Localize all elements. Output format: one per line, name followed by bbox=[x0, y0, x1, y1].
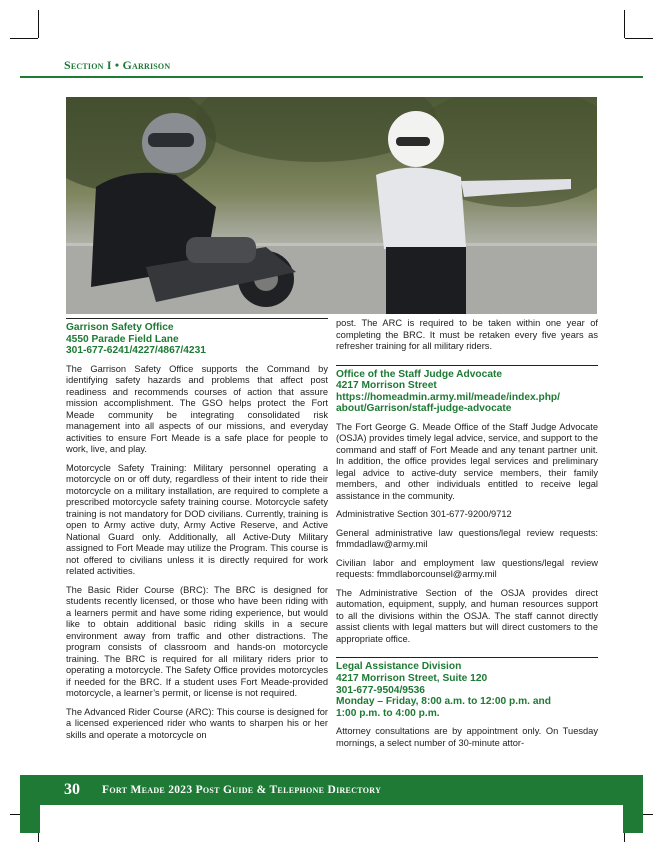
heading-phone: 301-677-6241/4227/4867/4231 bbox=[66, 345, 206, 357]
paragraph: The Administrative Section of the OSJA provides direct automation, equipment, supply, and human resources support to all the divisions within the OSJA. The staff cannot directly assist clients with legal matters but will direct customers to the appropriate office. bbox=[336, 587, 598, 644]
heading-url[interactable]: https://homeadmin.army.mil/meade/index.php/ bbox=[336, 391, 560, 403]
crop-mark bbox=[625, 38, 653, 39]
crop-mark bbox=[624, 10, 625, 38]
heading-phone: 301-677-9504/9536 bbox=[336, 684, 425, 696]
photo-illustration bbox=[66, 97, 597, 314]
heading-hours: 1:00 p.m. to 4:00 p.m. bbox=[336, 707, 440, 719]
paragraph: Motorcycle Safety Training: Military personnel operating a motorcycle on or off duty, regardless of their intent to ride their motorcycle on a military installation, are required to complete a prescribed motorcycle safety training course. Motorcycle safety training is not mandatory for DOD civilians. Currently, training is open to Army active duty, Army Active Reserve, and Active National Guard only. Additionally, all Active-Duty Military assigned to Fort Meade may utilize the Program. This course is not offered to civilians unless it is directly required for work related activities. bbox=[66, 462, 328, 577]
motorcycle-training-photo bbox=[66, 97, 597, 314]
page-number: 30 bbox=[64, 781, 80, 798]
right-column bbox=[336, 318, 598, 756]
footer-tab bbox=[20, 805, 40, 833]
left-column bbox=[66, 318, 328, 748]
heading-address: 4217 Morrison Street, Suite 120 bbox=[336, 672, 488, 684]
section-header: Section I • Garrison bbox=[64, 58, 171, 72]
heading-title: Office of the Staff Judge Advocate bbox=[336, 368, 503, 380]
paragraph: Administrative Section 301-677-9200/9712 bbox=[336, 509, 512, 520]
paragraph: Attorney consultations are by appointment only. On Tuesday mornings, a select number of 30-minute attor- bbox=[336, 726, 598, 748]
footer-tab bbox=[623, 805, 643, 833]
staff-judge-advocate-heading bbox=[336, 365, 598, 415]
paragraph: Civilian labor and employment law questions/legal review requests: fmmdlaborcounsel@army.mil bbox=[336, 557, 598, 580]
header-rule bbox=[20, 76, 643, 78]
crop-mark bbox=[38, 10, 39, 38]
paragraph: The Garrison Safety Office supports the Command by identifying safety hazards and problems that affect post readiness and recommends courses of action that assure mission accomplishment. The GSO helps protect the Fort Meade community be integrating consolidated risk management into all aspects of our missions, and everyday activities to ensure Fort Meade is a safe place for people to work, live, and play. bbox=[66, 363, 328, 455]
heading-title: Legal Assistance Division bbox=[336, 661, 462, 673]
paragraph: post. The ARC is required to be taken within one year of completing the BRC. It must be retaken every five years as refresher training for all military riders. bbox=[336, 318, 598, 351]
paragraph: The Fort George G. Meade Office of the Staff Judge Advocate (OSJA) provides timely legal advice, service, and support to the command and staff of Fort Meade and any tenant partner unit. In addition, the office provides legal services and preliminary legal advice to active-duty service members, their family members, and other individuals entitled to receive legal assistance in the community. bbox=[336, 421, 598, 501]
heading-address: 4217 Morrison Street bbox=[336, 380, 437, 392]
paragraph: The Basic Rider Course (BRC): The BRC is designed for students recently licensed, or those who have been riding with a learners permit and have some riding experience, but would like to obtain additional basic riding skills in a secure environment away from traffic and other distractions. The program consists of classroom and hands-on motorcycle training. The BRC is required for all military riders prior to operating a motorcycle. The Safety Office provides motorcycles if needed for the BRC. If a student uses Fort Meade-provided motorcycle, a learner’s permit, or license is not required. bbox=[66, 584, 328, 699]
paragraph: The Advanced Rider Course (ARC): This course is designed for a licensed experienced rider who wants to sharpen his or her skills and operate a motorcycle on bbox=[66, 706, 328, 740]
legal-assistance-heading bbox=[336, 657, 598, 719]
crop-mark bbox=[10, 38, 38, 39]
heading-title: Garrison Safety Office bbox=[66, 322, 174, 333]
heading-url[interactable]: about/Garrison/staff-judge-advocate bbox=[336, 403, 512, 415]
heading-address: 4550 Parade Field Lane bbox=[66, 333, 179, 345]
paragraph: General administrative law questions/legal review requests: fmmdadlaw@army.mil bbox=[336, 527, 598, 550]
footer-bar bbox=[20, 775, 643, 805]
footer-title: Fort Meade 2023 Post Guide & Telephone Directory bbox=[102, 784, 382, 796]
heading-hours: Monday – Friday, 8:00 a.m. to 12:00 p.m. and bbox=[336, 696, 551, 708]
garrison-safety-office-heading bbox=[66, 318, 328, 357]
